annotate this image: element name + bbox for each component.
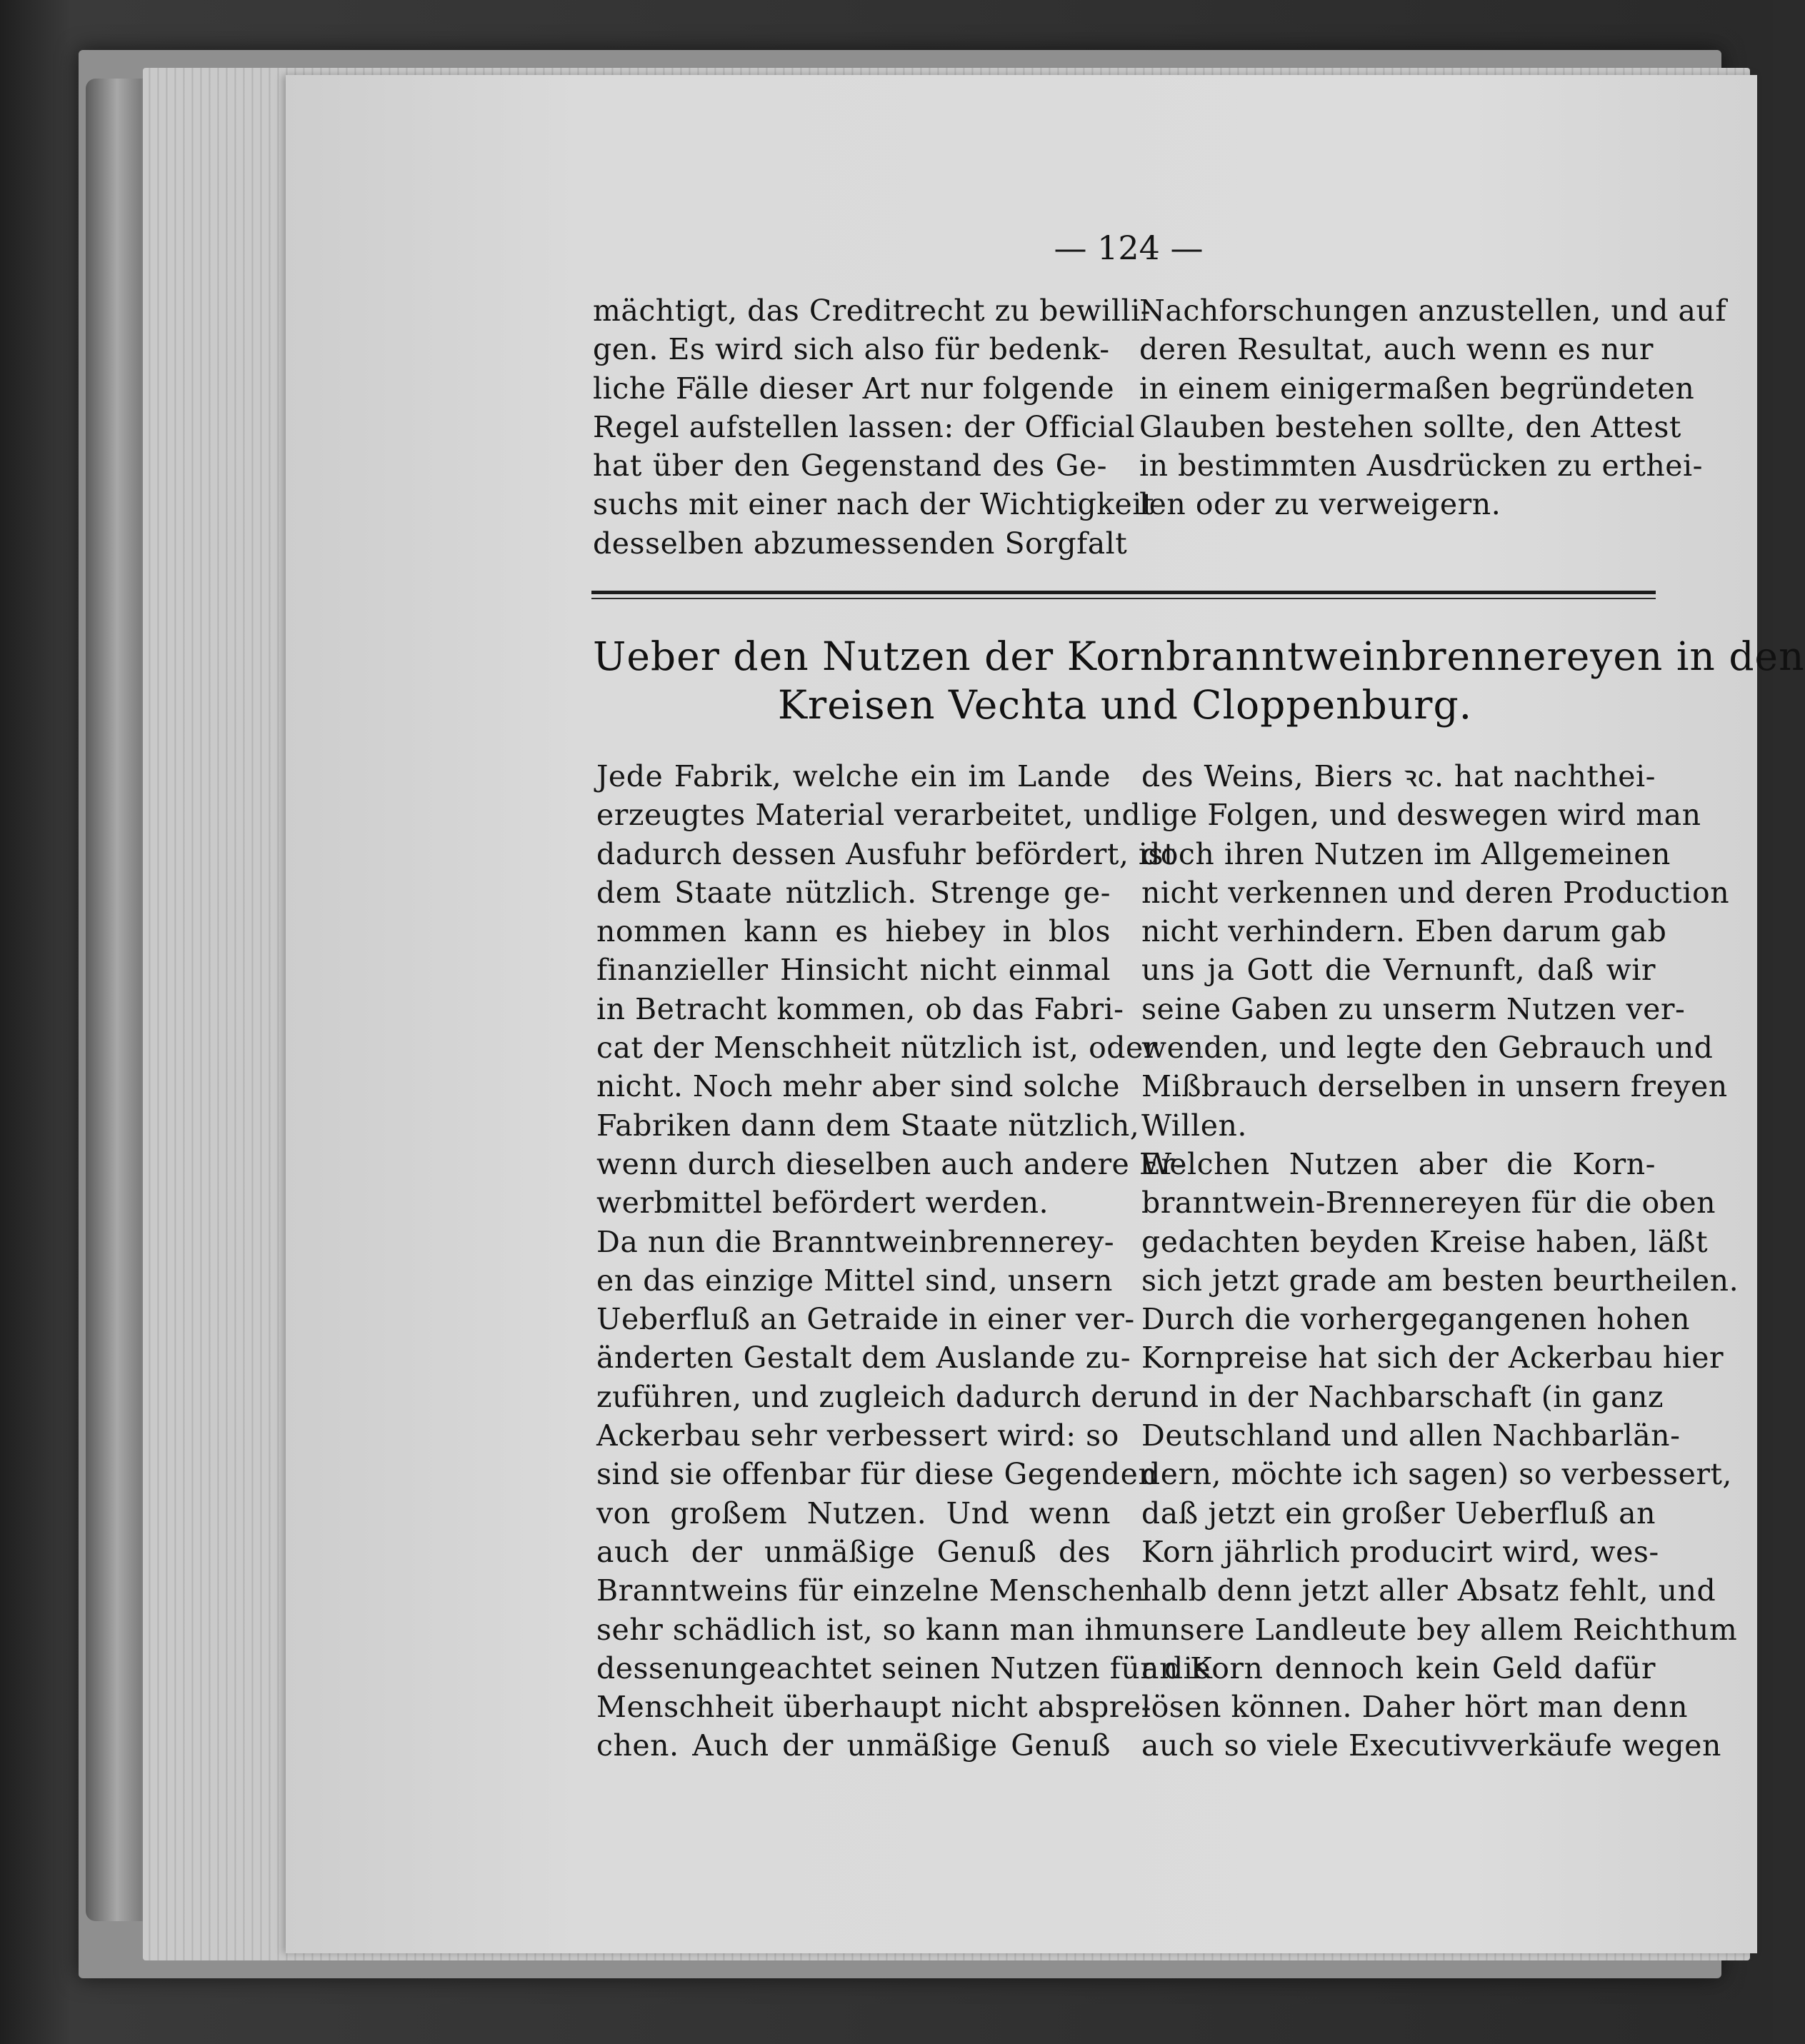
text-line: cat der Menschheit nützlich ist, oder: [596, 1031, 1158, 1066]
text-line: nicht verkennen und deren Production: [1141, 875, 1730, 910]
text-line: seine Gaben zu unserm Nutzen ver-: [1141, 991, 1686, 1026]
text-line: hat über den Gegenstand des Ge-: [593, 449, 1107, 484]
text-line: Kornpreise hat sich der Ackerbau hier: [1141, 1341, 1724, 1376]
text-line: branntwein-Brennereyen für die oben: [1141, 1186, 1716, 1221]
text-line: unsere Landleute bey allem Reichthum: [1141, 1612, 1738, 1647]
text-line: suchs mit einer nach der Wichtigkeit: [593, 487, 1154, 522]
text-line: des Weins, Biers ꝛc. hat nachthei-: [1141, 759, 1656, 793]
text-line: finanzieller Hinsicht nicht einmal: [596, 953, 1111, 988]
page-number: — 124 —: [1054, 229, 1204, 267]
text-line: und in der Nachbarschaft (in ganz: [1141, 1379, 1664, 1414]
text-line: auch der unmäßige Genuß des: [596, 1534, 1111, 1569]
text-line: dessenungeachtet seinen Nutzen für die: [596, 1650, 1211, 1685]
text-line: Glauben bestehen sollte, den Attest: [1139, 409, 1681, 444]
text-line: Da nun die Branntweinbrennerey-: [596, 1224, 1115, 1259]
text-line: werbmittel befördert werden.: [596, 1186, 1049, 1221]
text-line: Korn jährlich producirt wird, wes-: [1141, 1534, 1659, 1569]
text-line: an Korn dennoch kein Geld dafür: [1141, 1650, 1656, 1685]
text-line: Ackerbau sehr verbessert wird: so: [596, 1418, 1119, 1453]
text-line: zuführen, und zugleich dadurch der: [596, 1379, 1143, 1414]
text-line: lige Folgen, und deswegen wird man: [1141, 798, 1701, 833]
text-line: nommen kann es hiebey in blos: [596, 914, 1111, 949]
text-line: liche Fälle dieser Art nur folgende: [593, 371, 1115, 406]
heading-line-1: Ueber den Nutzen der Kornbranntweinbrennereyen in den: [593, 633, 1805, 679]
text-line: in einem einigermaßen begründeten: [1139, 371, 1695, 406]
text-line: Jede Fabrik, welche ein im Lande: [596, 759, 1111, 793]
text-line: sich jetzt grade am besten beurtheilen.: [1141, 1263, 1739, 1298]
section-rule-thick: [591, 591, 1656, 594]
text-line: Fabriken dann dem Staate nützlich,: [596, 1108, 1140, 1143]
text-line: Mißbrauch derselben in unsern freyen: [1141, 1069, 1728, 1104]
body-right-column: [1141, 757, 1739, 1765]
text-line: in Betracht kommen, ob das Fabri-: [596, 991, 1124, 1026]
text-line: deren Resultat, auch wenn es nur: [1139, 332, 1654, 367]
text-line: gen. Es wird sich also für bedenk-: [593, 332, 1110, 367]
text-line: gedachten beyden Kreise haben, läßt: [1141, 1224, 1709, 1259]
text-line: halb denn jetzt aller Absatz fehlt, und: [1141, 1573, 1716, 1608]
text-line: dadurch dessen Ausfuhr befördert, ist: [596, 836, 1176, 871]
heading-line-2: Kreisen Vechta und Cloppenburg.: [777, 682, 1473, 728]
text-line: von großem Nutzen. Und wenn: [596, 1496, 1111, 1531]
text-line: dem Staate nützlich. Strenge ge-: [596, 875, 1111, 910]
text-line: Menschheit überhaupt nicht abspre-: [596, 1690, 1151, 1725]
text-line: len oder zu verweigern.: [1139, 487, 1501, 522]
text-line: desselben abzumessenden Sorgfalt: [593, 526, 1128, 561]
text-line: in bestimmten Ausdrücken zu erthei-: [1139, 449, 1703, 484]
text-line: mächtigt, das Creditrecht zu bewilli-: [593, 294, 1151, 328]
text-line: Deutschland und allen Nachbarlän-: [1141, 1418, 1681, 1453]
text-line: wenden, und legte den Gebrauch und: [1141, 1031, 1714, 1066]
text-line: Regel aufstellen lassen: der Official: [593, 409, 1136, 444]
text-line: sehr schädlich ist, so kann man ihm: [596, 1612, 1142, 1647]
section-rule-thin: [591, 598, 1656, 599]
text-line: Ueberfluß an Getraide in einer ver-: [596, 1302, 1135, 1337]
text-line: en das einzige Mittel sind, unsern: [596, 1263, 1113, 1298]
text-line: daß jetzt ein großer Ueberfluß an: [1141, 1496, 1656, 1531]
text-line: Welchen Nutzen aber die Korn-: [1141, 1146, 1656, 1181]
text-line: lösen können. Daher hört man denn: [1141, 1690, 1689, 1725]
text-line: Nachforschungen anzustellen, und auf: [1139, 294, 1727, 328]
text-line: dern, möchte ich sagen) so verbessert,: [1141, 1457, 1732, 1492]
text-line: nicht verhindern. Eben darum gab: [1141, 914, 1667, 949]
text-line: doch ihren Nutzen im Allgemeinen: [1141, 836, 1671, 871]
text-line: Branntweins für einzelne Menschen: [596, 1573, 1145, 1608]
text-line: chen. Auch der unmäßige Genuß: [596, 1728, 1111, 1763]
text-line: Durch die vorhergegangenen hohen: [1141, 1302, 1691, 1337]
text-line: Willen.: [1141, 1108, 1247, 1143]
text-line: nicht. Noch mehr aber sind solche: [596, 1069, 1120, 1104]
text-line: erzeugtes Material verarbeitet, und: [596, 798, 1141, 833]
top-right-column: [1139, 291, 1727, 524]
text-line: wenn durch dieselben auch andere Er-: [596, 1146, 1186, 1181]
text-line: änderten Gestalt dem Auslande zu-: [596, 1341, 1131, 1376]
text-line: auch so viele Executivverkäufe wegen: [1141, 1728, 1721, 1763]
text-line: uns ja Gott die Vernunft, daß wir: [1141, 953, 1656, 988]
article-heading: [593, 632, 1805, 729]
text-line: sind sie offenbar für diese Gegenden: [596, 1457, 1158, 1492]
top-left-column: [593, 291, 1154, 563]
